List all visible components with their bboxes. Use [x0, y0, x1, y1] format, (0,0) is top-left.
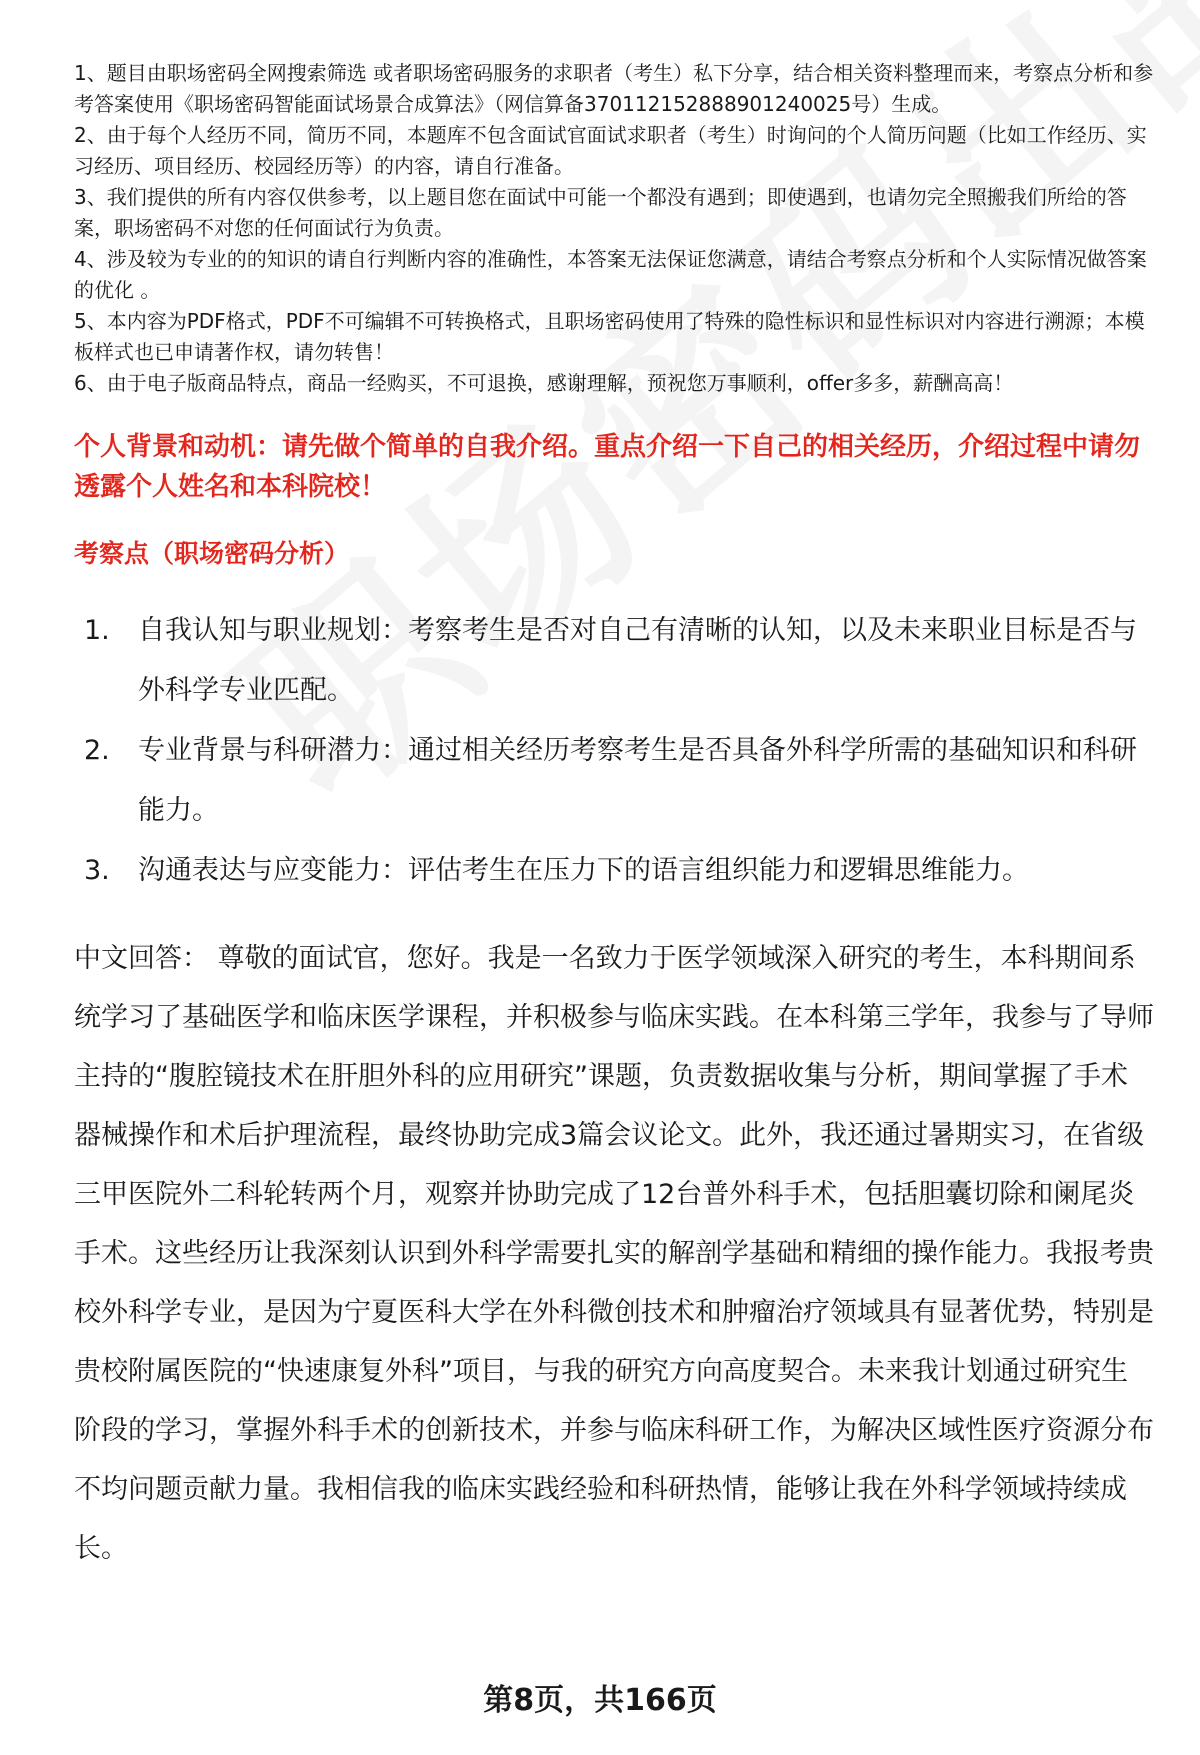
note-item: 6、由于电子版商品特点，商品一经购买，不可退换，感谢理解，预祝您万事顺利，offer多多，薪酬高高！ — [74, 371, 1014, 395]
note-item: 5、本内容为PDF格式，PDF不可编辑不可转换格式，且职场密码使用了特殊的隐性标识和显性标识对内容进行溯源；本模板样式也已申请著作权，请勿转售！ — [74, 309, 1145, 364]
page-number: 第8页，共166页 — [483, 1683, 717, 1718]
answer-paragraph: 中文回答： 尊敬的面试官，您好。我是一名致力于医学领域深入研究的考生，本科期间系统学习了基础医学和临床医学课程，并积极参与临床实践。在本科第三学年，我参与了导师主持的“腹腔镜技术在肝胆外科的应用研究”课题，负责数据收集与分析，期间掌握了手术器械操作和术后护理流程，最终协助完成3篇会议论文。此外，我还通过暑期实习，在省级三甲医院外二科轮转两个月，观察并协助完成了12台普外科手术，包括胆囊切除和阑尾炎手术。这些经历让我深刻认识到外科学需要扎实的解剖学基础和精细的操作能力。我报考贵校外科学专业，是因为宁夏医科大学在外科微创技术和肿瘤治疗领域具有显著优势，特别是贵校附属医院的“快速康复外科”项目，与我的研究方向高度契合。未来我计划通过研究生阶段的学习，掌握外科手术的创新技术，并参与临床科研工作，为解决区域性医疗资源分布不均问题贡献力量。我相信我的临床实践经验和科研热情，能够让我在外科学领域持续成长。 — [74, 943, 1154, 1564]
analysis-points — [74, 601, 1154, 901]
question-heading: 个人背景和动机：请先做个简单的自我介绍。重点介绍一下自己的相关经历，介绍过程中请勿透露个人姓名和本科院校！ — [74, 432, 1141, 502]
analysis-title: 考察点（职场密码分析） — [74, 539, 350, 568]
document-page — [74, 58, 1154, 1578]
note-item: 3、我们提供的所有内容仅供参考，以上题目您在面试中可能一个都没有遇到；即使遇到，也请勿完全照搬我们所给的答案，职场密码不对您的任何面试行为负责。 — [74, 185, 1127, 240]
list-number: 3. — [84, 855, 110, 886]
note-item: 1、题目由职场密码全网搜索筛选 或者职场密码服务的求职者（考生）私下分享，结合相关资料整理而来，考察点分析和参考答案使用《职场密码智能面试场景合成算法》（网信算备370112152888901240025号）生成。 — [74, 61, 1154, 116]
note-item: 2、由于每个人经历不同，简历不同，本题库不包含面试官面试求职者（考生）时询问的个人简历问题（比如工作经历、实习经历、项目经历、校园经历等）的内容，请自行准备。 — [74, 123, 1147, 178]
list-number: 2. — [84, 735, 110, 766]
list-text: 沟通表达与应变能力：评估考生在压力下的语言组织能力和逻辑思维能力。 — [138, 855, 1029, 886]
disclaimer-notes — [74, 58, 1154, 399]
list-item — [74, 601, 1154, 721]
list-text: 专业背景与科研潜力：通过相关经历考察考生是否具备外科学所需的基础知识和科研能力。 — [138, 735, 1137, 826]
list-number: 1. — [84, 615, 110, 646]
list-item — [74, 841, 1154, 901]
note-item: 4、涉及较为专业的的知识的请自行判断内容的准确性，本答案无法保证您满意，请结合考察点分析和个人实际情况做答案的优化 。 — [74, 247, 1147, 302]
list-item — [74, 721, 1154, 841]
list-text: 自我认知与职业规划：考察考生是否对自己有清晰的认知，以及未来职业目标是否与外科学专业匹配。 — [138, 615, 1137, 706]
